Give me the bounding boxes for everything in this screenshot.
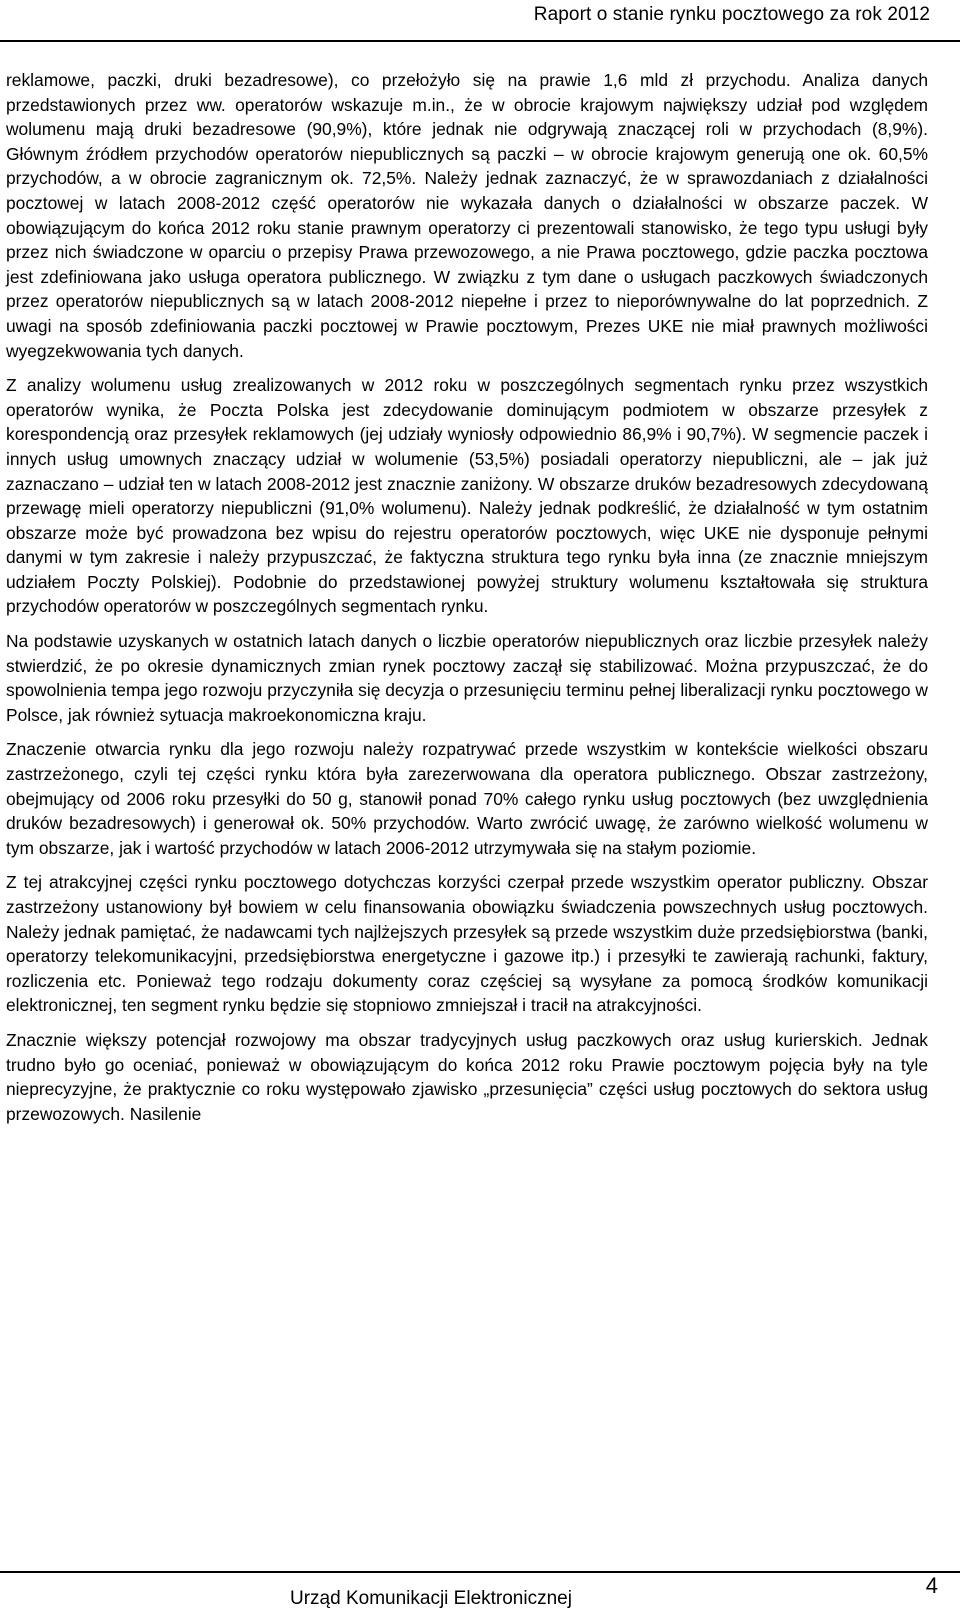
paragraph-5: Z tej atrakcyjnej części rynku pocztowego dotychczas korzyści czerpał przede wszystkim operator publiczny. Obszar zastrzeżony ustanowiony był bowiem w celu finansowania obowiązku świadczenia powszechnych usług pocztowych. Należy jednak pamiętać, że nadawcami tych najlżejszych przesyłek są przede wszystkim duże przedsiębiorstwa (banki, operatorzy telekomunikacyjni, przedsiębiorstwa energetyczne i gazowe itp.) i przesyłki te zawierają rachunki, faktury, rozliczenia etc. Ponieważ tego rodzaju dokumenty coraz częściej są wysyłane za pomocą środków komunikacji elektronicznej, ten segment rynku będzie się stopniowo zmniejszał i tracił na atrakcyjności.	[6, 872, 928, 1016]
footer-rule	[0, 1571, 960, 1573]
paragraph-3: Na podstawie uzyskanych w ostatnich latach danych o liczbie operatorów niepublicznych oraz liczbie przesyłek należy stwierdzić, że po okresie dynamicznych zmian rynek pocztowy zaczął się stabilizować. Można przypuszczać, że do spowolnienia tempa jego rozwoju przyczyniła się decyzja o przesunięciu terminu pełnej liberalizacji rynku pocztowego w Polsce, jak również sytuacja makroekonomiczna kraju.	[6, 631, 928, 725]
paragraph-6: Znacznie większy potencjał rozwojowy ma obszar tradycyjnych usług paczkowych oraz usług kurierskich. Jednak trudno było go oceniać, ponieważ w obowiązującym do końca 2012 roku Prawie pocztowym pojęcia były na tyle nieprecyzyjne, że praktycznie co roku występowało zjawisko „przesunięcia” części usług pocztowych do sektora usług przewozowych. Nasilenie	[6, 1029, 928, 1124]
paragraph-1: reklamowe, paczki, druki bezadresowe), co przełożyło się na prawie 1,6 mld zł przychodu. Analiza danych przedstawionych przez ww. operatorów wskazuje m.in., że w obrocie krajowym największy udział pod względem wolumenu mają druki bezadresowe (90,9%), które jednak nie odgrywają znaczącej roli w przychodach (8,9%). Głównym źródłem przychodów operatorów niepublicznych są paczki – w obrocie krajowym generują one ok. 60,5% przychodów, a w obrocie zagranicznym ok. 72,5%. Należy jednak zaznaczyć, że w sprawozdaniach z działalności pocztowej w latach 2008-2012 część operatorów nie wykazała danych o działalności w obszarze paczek. W obowiązującym do końca 2012 roku stanie prawnym operatorzy ci prezentowali stanowisko, że tego typu usługi były przez nich świadczone w oparciu o przepisy Prawa przewozowego, a nie Prawa pocztowego, gdzie paczka pocztowa jest zdefiniowana jako usługa operatora publicznego. W związku z tym dane o usługach paczkowych świadczonych przez operatorów niepublicznych są w latach 2008-2012 niepełne i przez to nieporównywalne do lat poprzednich. Z uwagi na sposób zdefiniowania paczki pocztowej w Prawie pocztowym, Prezes UKE nie miał prawnych możliwości wyegzekwowania tych danych.	[6, 70, 928, 361]
page-number: 4	[925, 1573, 938, 1598]
running-header: Raport o stanie rynku pocztowego za rok 2012	[533, 4, 930, 25]
paragraph-2: Z analizy wolumenu usług zrealizowanych w 2012 roku w poszczególnych segmentach rynku przez wszystkich operatorów wynika, że Poczta Polska jest zdecydowanie dominującym podmiotem w obszarze przesyłek z korespondencją oraz przesyłek reklamowych (jej udziały wyniosły odpowiednio 86,9% i 90,7%). W segmencie paczek i innych usług umownych znaczący udział w wolumenie (53,5%) posiadali operatorzy niepubliczni, ale – jak już zaznaczano – udział ten w latach 2008-2012 jest znacznie zaniżony. W obszarze druków bezadresowych zdecydowaną przewagę mieli operatorzy niepubliczni (91,0% wolumenu). Należy jednak podkreślić, że działalność w tym ostatnim obszarze może być prowadzona bez wpisu do rejestru operatorów pocztowych, więc UKE nie dysponuje pełnymi danymi w tym zakresie i należy przypuszczać, że faktyczna struktura tego rynku była inna (ze znacznie mniejszym udziałem Poczty Polskiej). Podobnie do przedstawionej powyżej struktury wolumenu kształtowała się struktura przychodów operatorów w poszczególnych segmentach rynku.	[6, 375, 928, 617]
document-body	[6, 68, 928, 1136]
header-rule	[0, 40, 960, 42]
paragraph-4: Znaczenie otwarcia rynku dla jego rozwoju należy rozpatrywać przede wszystkim w kontekście wielkości obszaru zastrzeżonego, czyli tej części rynku która była zarezerwowana dla operatora publicznego. Obszar zastrzeżony, obejmujący od 2006 roku przesyłki do 50 g, stanowił ponad 70% całego rynku usług pocztowych (bez uwzględnienia druków bezadresowych) i generował ok. 50% przychodów. Warto zwrócić uwagę, że zarówno wielkość wolumenu w tym obszarze, jak i wartość przychodów w latach 2006-2012 utrzymywała się na stałym poziomie.	[6, 739, 928, 858]
footer-title: Urząd Komunikacji Elektronicznej	[290, 1588, 572, 1609]
